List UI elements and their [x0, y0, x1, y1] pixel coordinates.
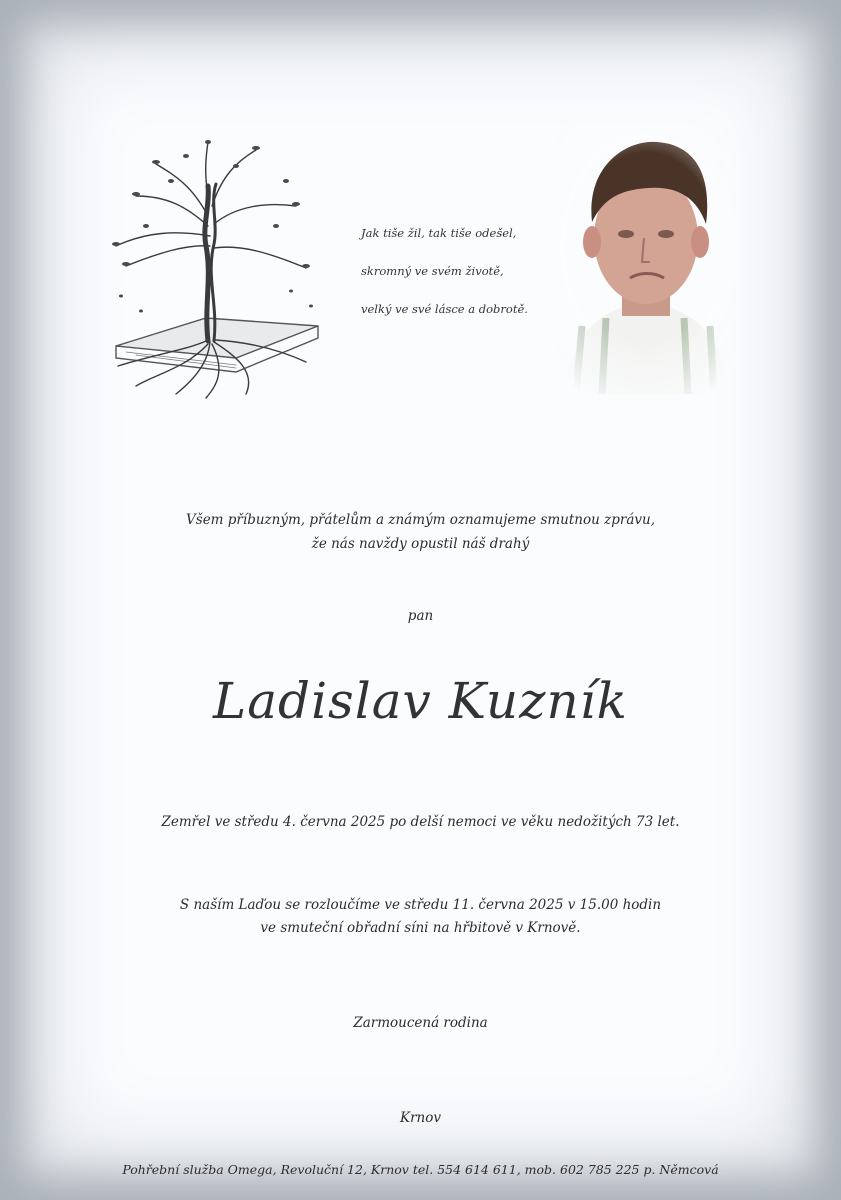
farewell-line-1: S naším Laďou se rozloučíme ve středu 11. června 2025 v 15.00 hodin	[179, 897, 662, 913]
deceased-name: Ladislav Kuzník	[213, 672, 628, 730]
salutation: pan	[407, 608, 434, 624]
death-notice: Zemřel ve středu 4. června 2025 po delší nemoci ve věku nedožitých 73 let.	[161, 814, 680, 830]
tree-of-life-illustration	[96, 136, 328, 400]
verse-line-1: Jak tiše žil, tak tiše odešel,	[361, 226, 517, 240]
family-signature: Zarmoucená rodina	[353, 1015, 488, 1031]
place: Krnov	[400, 1110, 441, 1126]
memorial-verse	[361, 205, 561, 338]
verse-line-2: skromný ve svém životě,	[361, 264, 504, 278]
farewell-line-2: ve smuteční obřadní síni na hřbitově v Krnově.	[260, 920, 581, 936]
announcement-line-1: Všem příbuzným, přátelům a známým oznamujeme smutnou zprávu,	[186, 512, 655, 528]
portrait-photo	[556, 126, 736, 394]
funeral-service-footer: Pohřební služba Omega, Revoluční 12, Krnov tel. 554 614 611, mob. 602 785 225 p. Němcová	[122, 1162, 719, 1177]
verse-line-3: velký ve své lásce a dobrotě.	[361, 302, 528, 316]
announcement-line-2: že nás navždy opustil náš drahý	[311, 536, 530, 552]
